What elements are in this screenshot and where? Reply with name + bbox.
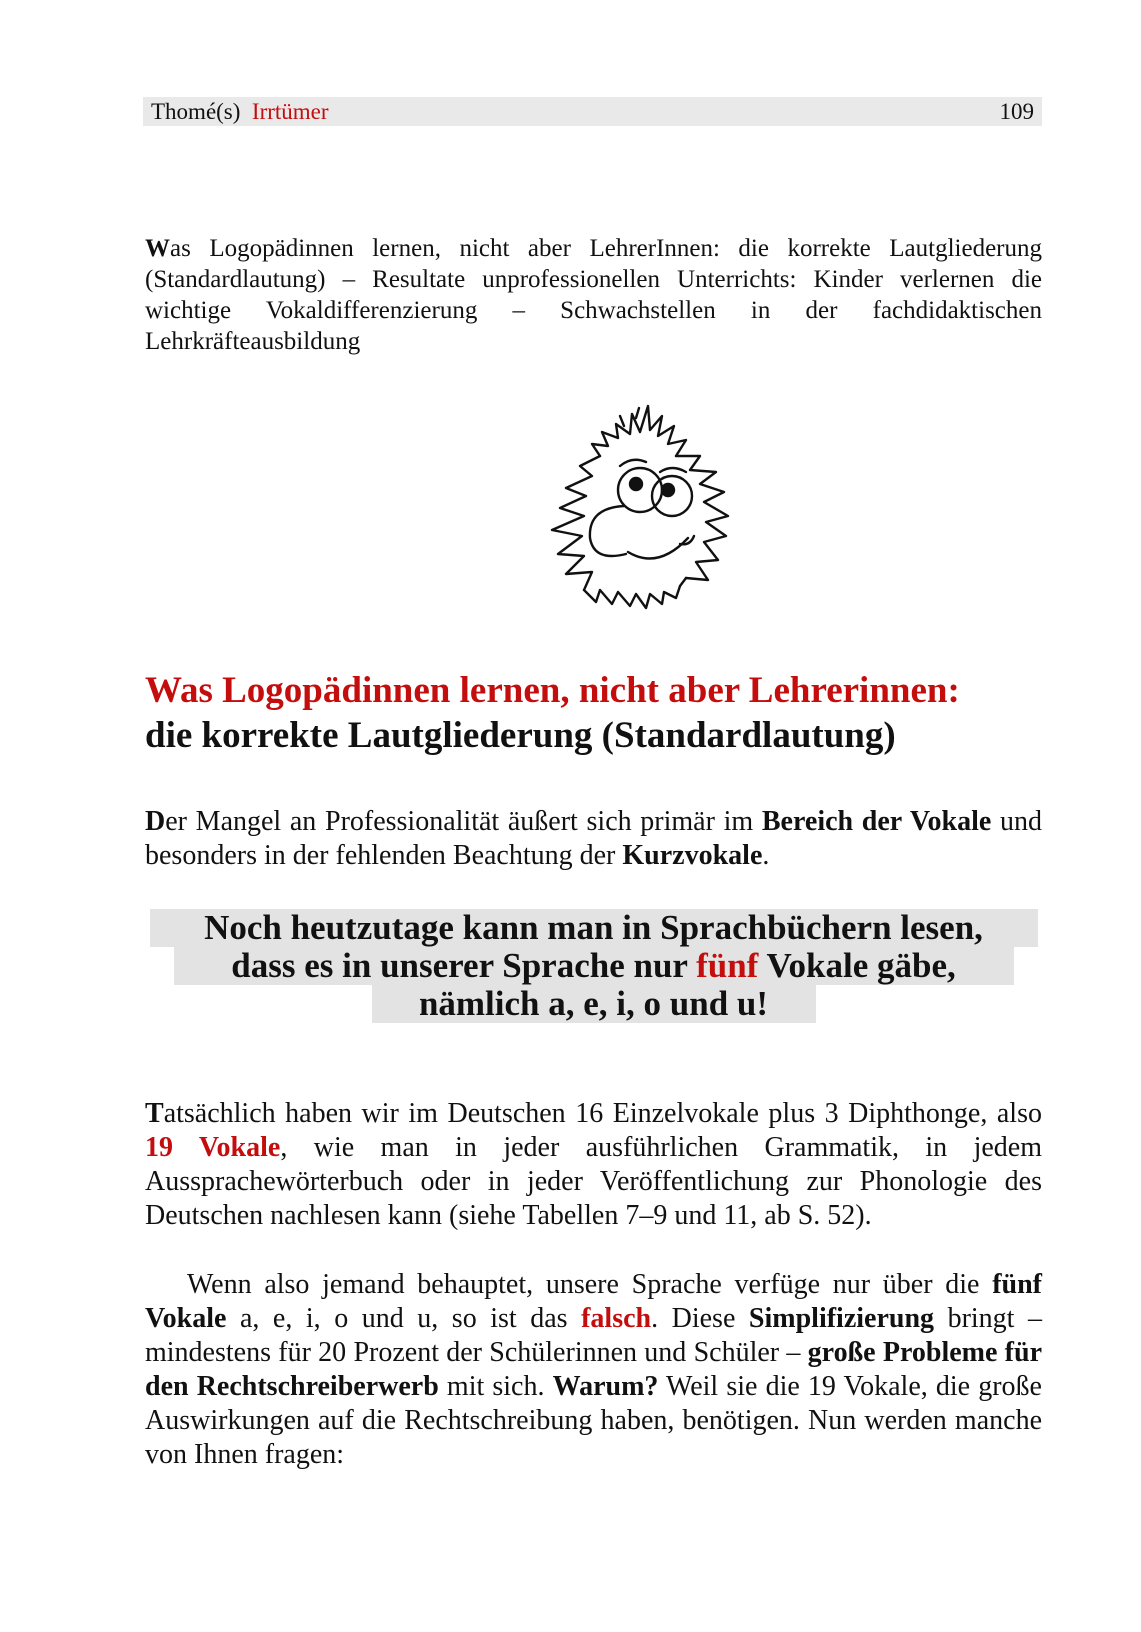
header-left — [151, 97, 329, 126]
bold-run: Warum? — [552, 1371, 659, 1402]
text-run: mit sich. — [438, 1371, 553, 1402]
page-number: 109 — [999, 99, 1034, 124]
section-heading-line1: Was Logopädinnen lernen, nicht aber Lehrerinnen: — [145, 670, 960, 711]
bold-run: Simplifizierung — [748, 1303, 935, 1334]
text-run: . Diese — [651, 1303, 749, 1334]
text-run: , wie man in jeder ausführlichen Grammatik, in jedem Aussprachewörterbuch oder in jeder Veröffentlichung zur Phonologie des Deutschen nachlesen kann (siehe Tabellen 7–9 und 11, ab S. 52). — [145, 1132, 1042, 1231]
summary-text: as Logopädinnen lernen, nicht aber LehrerInnen: die korrekte Lautgliederung (Standardlautung) – Resultate unprofessionellen Unterrichts: Kinder verlernen die wichtige Vokaldifferenzierung – Schwachstellen in der fachdidaktischen Lehrkräfteausbildung — [145, 235, 1042, 355]
bold-run: große Probleme für den Rechtschreiberwerb — [145, 1337, 1043, 1402]
drop-initial: W — [145, 235, 170, 262]
text-run: und besonders in der fehlenden Beachtung der — [145, 806, 1043, 871]
red-emphasis: falsch — [581, 1303, 652, 1334]
paragraph-2 — [145, 1097, 1042, 1233]
red-emphasis: 19 Vokale — [145, 1132, 281, 1163]
text-run: Wenn also jemand behauptet, unsere Sprache verfüge nur über die — [187, 1269, 993, 1300]
section-heading — [145, 668, 1065, 758]
drop-initial: T — [145, 1098, 164, 1129]
text-run: . — [762, 840, 770, 871]
text-run: a, e, i, o und u, so ist das — [226, 1303, 582, 1334]
chapter-summary — [145, 233, 1042, 357]
highlight-quote — [145, 909, 1042, 1023]
bold-run: fünf Vokale — [145, 1269, 1042, 1334]
red-emphasis: fünf — [696, 946, 759, 985]
quote-line-1: Noch heutzutage kann man in Sprachbüchern lesen, — [150, 909, 1038, 947]
text-run: Vokale gäbe, — [758, 946, 956, 985]
drop-initial: D — [145, 806, 166, 837]
header-title: Irrtümer — [251, 99, 329, 124]
paragraph-3 — [145, 1268, 1042, 1472]
quote-line-2 — [174, 947, 1014, 985]
text-run: Weil sie die 19 Vokale, die große Auswirkungen auf die Rechtschreibung haben, benötigen. Nun werden manche von Ihnen fragen: — [145, 1371, 1042, 1470]
section-heading-line2: die korrekte Lautgliederung (Standardlautung) — [145, 715, 896, 756]
text-run: er Mangel an Professionalität äußert sich primär im — [165, 806, 762, 837]
text-run: dass es in unserer Sprache nur — [231, 946, 697, 985]
cartoon-fuzzy-face-icon — [540, 404, 760, 634]
text-run: bringt – mindestens für 20 Prozent der Schülerinnen und Schüler – — [145, 1303, 1042, 1368]
running-header — [143, 97, 1042, 126]
quote-line-3: nämlich a, e, i, o und u! — [372, 985, 816, 1023]
bold-run: Bereich der Vokale — [761, 806, 992, 837]
bold-run: Kurzvokale — [622, 840, 763, 871]
paragraph-1 — [145, 805, 1042, 873]
header-author: Thomé(s) — [151, 99, 241, 124]
text-run: atsächlich haben wir im Deutschen 16 Einzelvokale plus 3 Diphthonge, also — [163, 1098, 1042, 1129]
